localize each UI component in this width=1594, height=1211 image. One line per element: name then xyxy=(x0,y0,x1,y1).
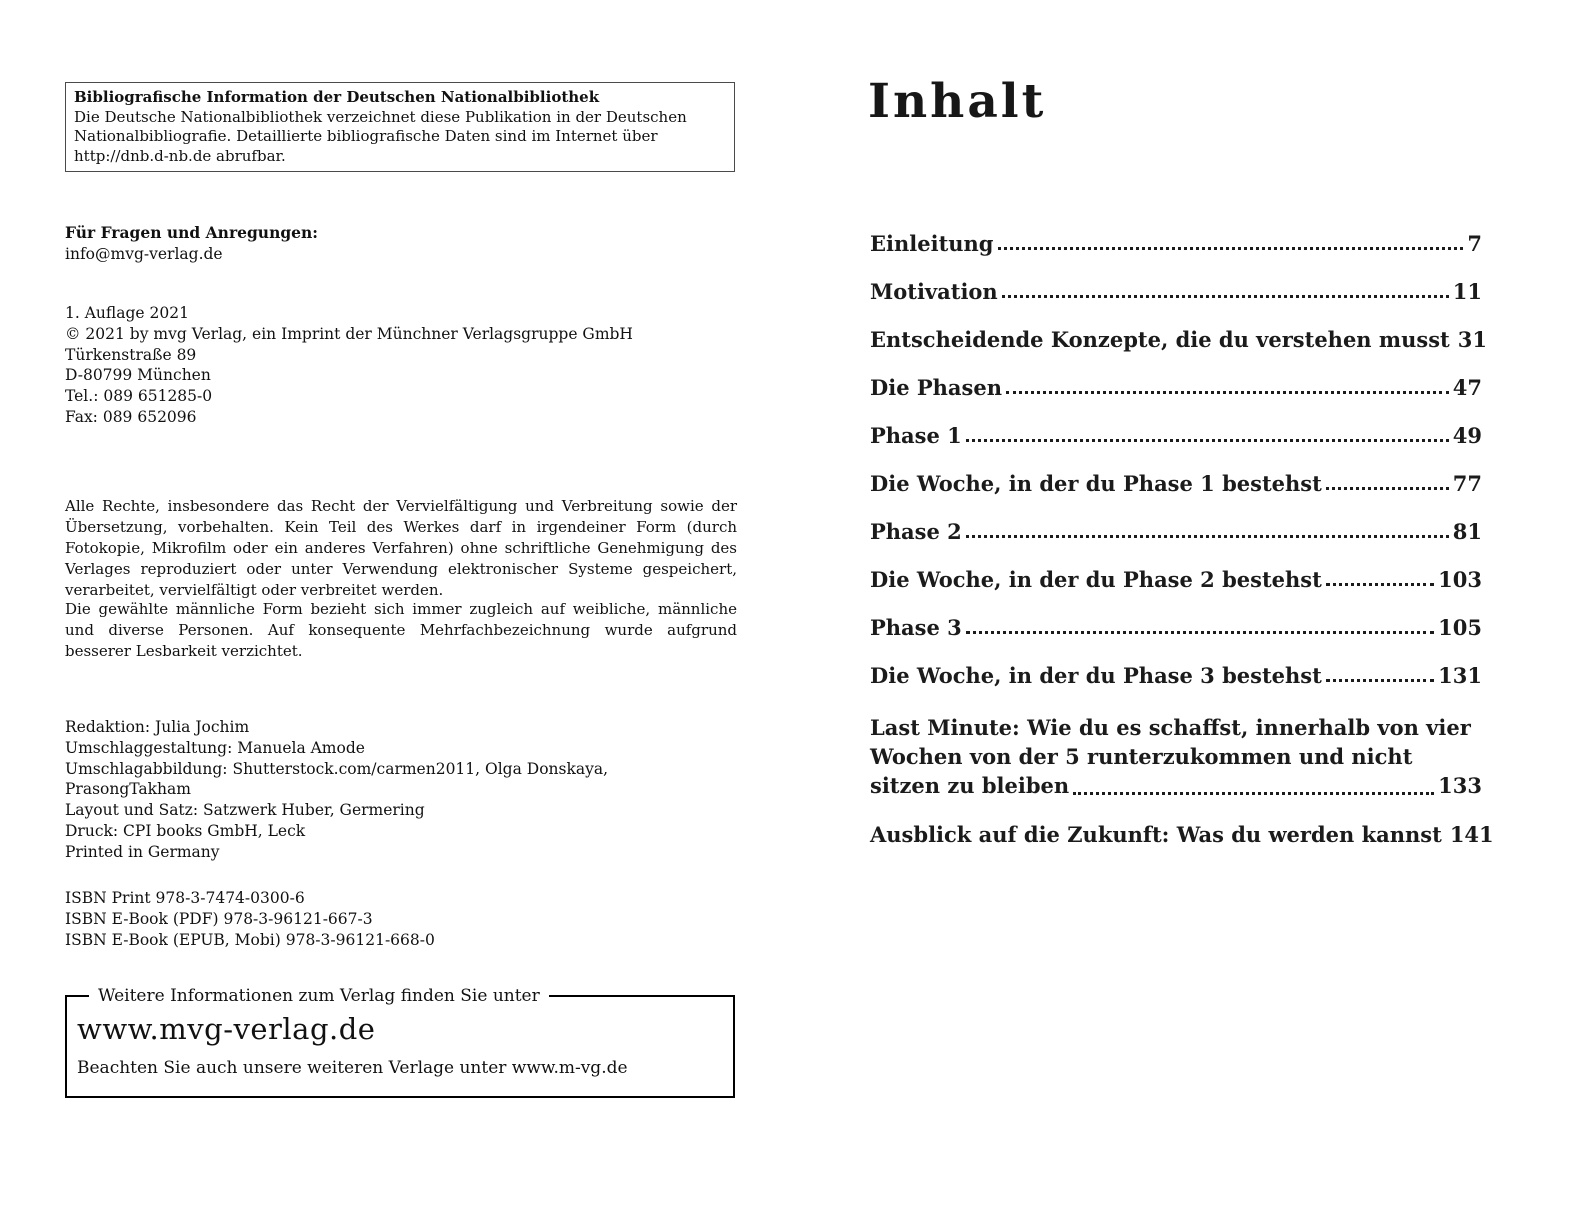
toc-dot-leader xyxy=(1002,295,1449,298)
toc-entry-label: Die Woche, in der du Phase 2 bestehst xyxy=(870,567,1322,592)
toc-page-number: 7 xyxy=(1467,231,1482,256)
address-street: Türkenstraße 89 xyxy=(65,345,197,364)
toc-entry-woche-phase-2 xyxy=(870,569,1482,591)
toc-entry-konzepte xyxy=(870,327,1487,352)
bib-box-line: http://dnb.d-nb.de abrufbar. xyxy=(74,146,286,165)
toc-page-number: 141 xyxy=(1449,822,1494,847)
toc-entry-line: Last Minute: Wie du es schaffst, innerhalb von vier xyxy=(870,715,1471,740)
toc-entry-label: Phase 3 xyxy=(870,615,962,640)
phone-line: Tel.: 089 651285-0 xyxy=(65,387,213,406)
bib-box-line: Die Deutsche Nationalbibliothek verzeichnet diese Publikation in der Deutschen xyxy=(74,107,687,126)
address-city: D-80799 München xyxy=(65,366,211,385)
publisher-url: www.mvg-verlag.de xyxy=(77,1012,376,1046)
gender-note-paragraph: Die gewählte männliche Form bezieht sich immer zugleich auf weibliche, männliche und diverse Personen. Auf konsequente Mehrfachbezeichnung wurde aufgrund besserer Lesbarkeit verzichtet. xyxy=(65,600,737,660)
toc-entry-phase-1 xyxy=(870,425,1482,447)
toc-page-number: 103 xyxy=(1438,567,1482,592)
toc-dot-leader xyxy=(966,439,1449,442)
toc-entry-label: Die Phasen xyxy=(870,375,1002,400)
toc-dot-leader xyxy=(966,631,1434,634)
toc-dot-leader xyxy=(966,535,1449,538)
publisher-box-legend: Weitere Informationen zum Verlag finden Sie unter xyxy=(98,986,540,1006)
toc-dot-leader xyxy=(1326,679,1434,682)
toc-entry-einleitung xyxy=(870,233,1482,255)
isbn-ebook-pdf: ISBN E-Book (PDF) 978-3-96121-667-3 xyxy=(65,909,373,928)
toc-entry-label: sitzen zu bleiben xyxy=(870,773,1070,798)
toc-entry-last-minute xyxy=(870,713,1482,800)
toc-entry-label: Motivation xyxy=(870,279,998,304)
toc-entry-phase-2 xyxy=(870,521,1482,543)
toc-entry-motivation xyxy=(870,281,1482,303)
copyright-line: © 2021 by mvg Verlag, ein Imprint der Münchner Verlagsgruppe GmbH xyxy=(65,324,633,343)
isbn-block xyxy=(65,888,735,950)
isbn-ebook-epub: ISBN E-Book (EPUB, Mobi) 978-3-96121-668-0 xyxy=(65,930,435,949)
toc-page-number: 47 xyxy=(1452,375,1482,400)
toc-entry-die-phasen xyxy=(870,377,1482,399)
credits-editor: Redaktion: Julia Jochim xyxy=(65,718,250,736)
toc-page-number: 105 xyxy=(1438,615,1482,640)
toc-dot-leader xyxy=(1073,792,1434,795)
toc-dot-leader xyxy=(1326,487,1449,490)
toc-entry-label: Entscheidende Konzepte, die du verstehen musst xyxy=(870,327,1450,352)
credits-print: Druck: CPI books GmbH, Leck xyxy=(65,821,306,840)
toc-page-number: 11 xyxy=(1452,279,1482,304)
toc-entry-woche-phase-3 xyxy=(870,665,1482,687)
toc-dot-leader xyxy=(998,247,1464,250)
edition-line: 1. Auflage 2021 xyxy=(65,304,189,322)
credits-layout: Layout und Satz: Satzwerk Huber, Germering xyxy=(65,801,425,820)
toc-entry-ausblick xyxy=(870,822,1494,847)
credits-cover-image: Umschlagabbildung: Shutterstock.com/carmen2011, Olga Donskaya, PrasongTakham xyxy=(65,759,609,799)
toc-entry-label: Phase 1 xyxy=(870,423,962,448)
toc-page-number: 31 xyxy=(1457,327,1487,352)
toc-entry-line: Wochen von der 5 runterzukommen und nicht xyxy=(870,744,1413,769)
toc-dot-leader xyxy=(1326,583,1434,586)
rights-paragraph: Alle Rechte, insbesondere das Recht der Vervielfältigung und Verbreitung sowie der Übersetzung, vorbehalten. Kein Teil des Werkes darf in irgendeiner Form (durch Fotokopie, Mikrofilm oder ein anderes Verfahren) ohne schriftliche Genehmigung des Verlages reproduziert oder unter Verwendung elektronischer Systeme gespeichert, verarbeitet, vervielfältigt oder verbreitet werden. xyxy=(65,497,737,599)
credits-cover-design: Umschlaggestaltung: Manuela Amode xyxy=(65,738,365,757)
publisher-info-box xyxy=(65,986,735,1098)
toc-entry-label: Ausblick auf die Zukunft: Was du werden kannst xyxy=(870,822,1442,847)
credits-printed-in: Printed in Germany xyxy=(65,842,220,861)
toc-entry-label: Die Woche, in der du Phase 1 bestehst xyxy=(870,471,1322,496)
toc-page-number: 49 xyxy=(1452,423,1482,448)
toc-page-number: 131 xyxy=(1438,663,1482,688)
toc-dot-leader xyxy=(1006,391,1449,394)
toc-entry-phase-3 xyxy=(870,617,1482,639)
toc-entry-label: Die Woche, in der du Phase 3 bestehst xyxy=(870,663,1322,688)
bib-box-title: Bibliografische Information der Deutschen Nationalbibliothek xyxy=(74,88,600,106)
table-of-contents xyxy=(870,231,1494,872)
credits-block xyxy=(65,717,735,863)
fax-line: Fax: 089 652096 xyxy=(65,407,197,426)
contact-heading: Für Fragen und Anregungen: xyxy=(65,223,319,242)
bibliographic-info-box xyxy=(65,82,735,172)
page-title: Inhalt xyxy=(868,74,1047,129)
toc-entry-woche-phase-1 xyxy=(870,473,1482,495)
bib-box-line: Nationalbibliografie. Detaillierte bibliografische Daten sind im Internet über xyxy=(74,127,658,145)
toc-page-number: 81 xyxy=(1452,519,1482,544)
edition-block xyxy=(65,303,735,428)
toc-page-number: 133 xyxy=(1438,773,1482,798)
contact-block xyxy=(65,222,735,265)
publisher-note: Beachten Sie auch unsere weiteren Verlage unter www.m-vg.de xyxy=(77,1058,628,1078)
isbn-print: ISBN Print 978-3-7474-0300-6 xyxy=(65,889,305,907)
toc-entry-label: Einleitung xyxy=(870,231,994,256)
contact-email: info@mvg-verlag.de xyxy=(65,244,223,263)
toc-entry-label: Phase 2 xyxy=(870,519,962,544)
toc-page-number: 77 xyxy=(1452,471,1482,496)
